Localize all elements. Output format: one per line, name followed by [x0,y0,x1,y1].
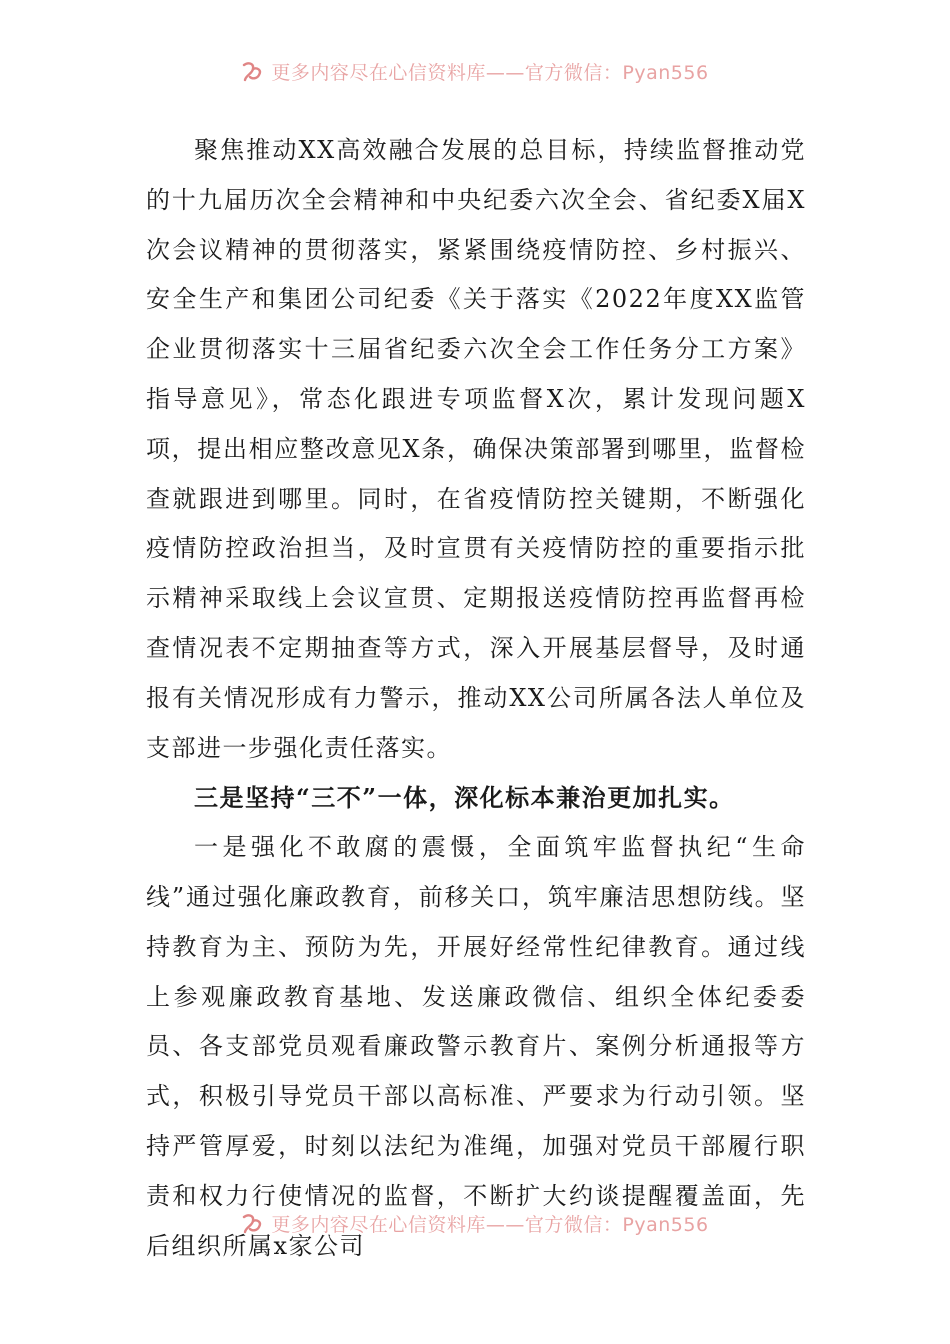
footer-watermark [0,1210,950,1240]
body-paragraph: 聚焦推动XX高效融合发展的总目标，持续监督推动党的十九届历次全会精神和中央纪委六次全会、省纪委X届X次会议精神的贯彻落实，紧紧围绕疫情防控、乡村振兴、安全生产和集团公司纪委《关于落实《2022年度XX监管企业贯彻落实十三届省纪委六次全会工作任务分工方案》指导意见》，常态化跟进专项监督X次，累计发现问题X项，提出相应整改意见X条，确保决策部署到哪里，监督检查就跟进到哪里。同时，在省疫情防控关键期，不断强化疫情防控政治担当，及时宣贯有关疫情防控的重要指示批示精神采取线上会议宣贯、定期报送疫情防控再监督再检查情况表不定期抽查等方式，深入开展基层督导，及时通报有关情况形成有力警示，推动XX公司所属各法人单位及支部进一步强化责任落实。 [146,136,806,762]
watermark-logo-icon [241,61,265,88]
body-paragraph: 一是强化不敢腐的震慑，全面筑牢监督执纪“生命线”通过强化廉政教育，前移关口，筑牢廉洁思想防线。坚持教育为主、预防为先，开展好经常性纪律教育。通过线上参观廉政教育基地、发送廉政微信、组织全体纪委委员、各支部党员观看廉政警示教育片、案例分析通报等方式，积极引导党员干部以高标准、严要求为行动引领。坚持严管厚爱，时刻以法纪为准绳，加强对党员干部履行职责和权力行使情况的监督，不断扩大约谈提醒覆盖面，先后组织所属x家公司 [146,833,806,1260]
header-watermark [0,58,950,88]
section-heading: 三是坚持“三不”一体，深化标本兼治更加扎实。 [194,783,735,813]
document-body [146,126,806,1271]
watermark-text: 更多内容尽在心信资料库——官方微信：Pyan556 [271,1214,709,1236]
watermark-logo-icon [241,1213,265,1240]
watermark-text: 更多内容尽在心信资料库——官方微信：Pyan556 [271,62,709,84]
